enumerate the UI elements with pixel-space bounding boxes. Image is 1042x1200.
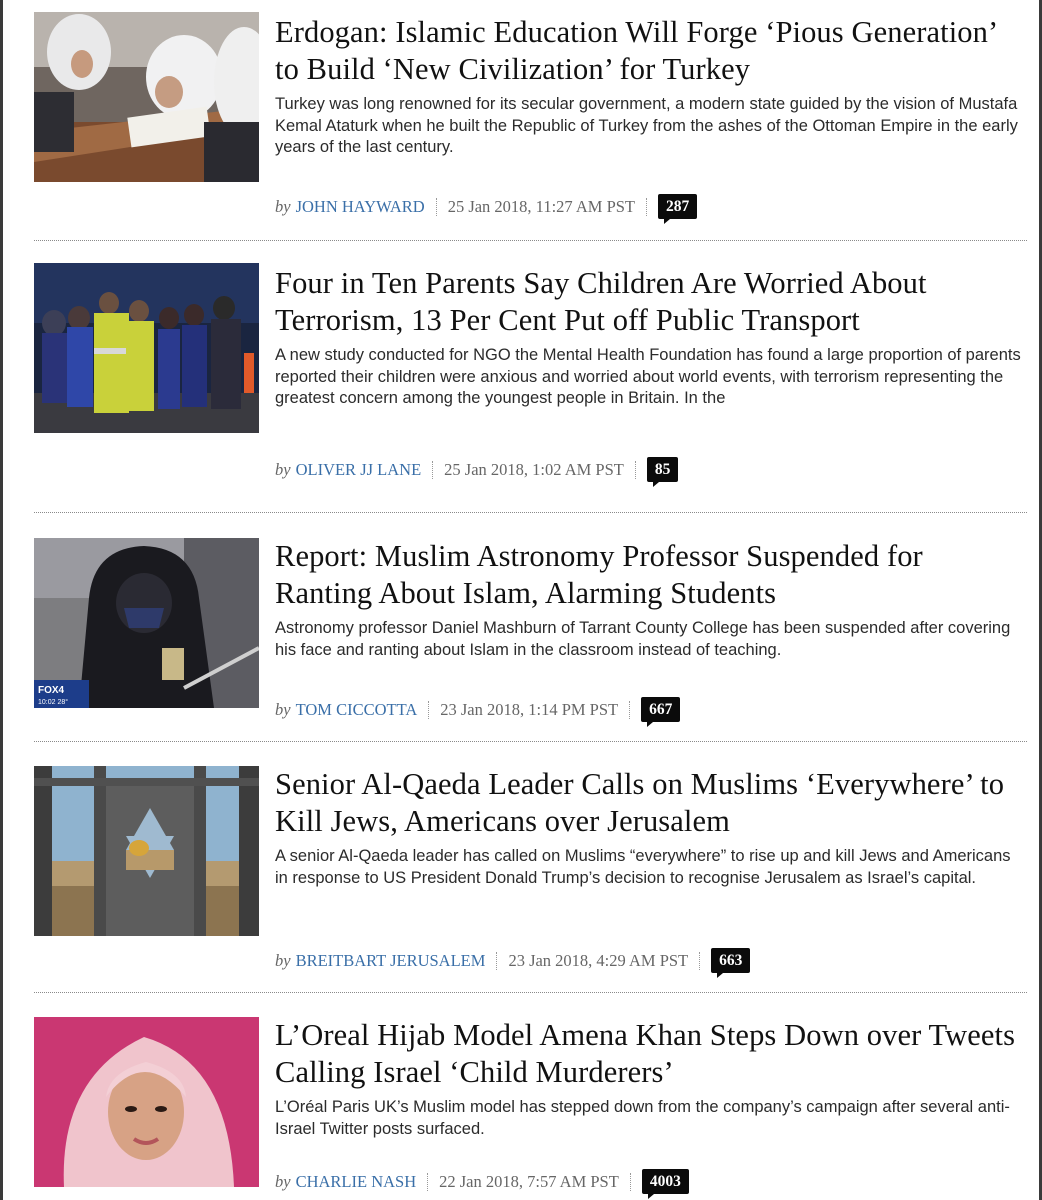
publish-date: 22 Jan 2018, 7:57 AM PST	[439, 1171, 619, 1191]
comment-count-badge[interactable]: 85	[647, 457, 679, 482]
article-byline	[275, 1169, 689, 1194]
by-label: by	[275, 950, 291, 970]
article-summary: L’Oréal Paris UK’s Muslim model has stepped down from the company’s campaign after several anti-Israel Twitter posts surfaced.	[275, 1098, 1010, 1138]
byline-divider	[646, 198, 647, 216]
by-label: by	[275, 699, 291, 719]
article-summary: A senior Al-Qaeda leader has called on Muslims “everywhere” to rise up and kill Jews and Americans in response to US President Donald Trump’s decision to recognise Jerusalem as Israel’s capital.	[275, 847, 1011, 887]
fox4-timestamp: 10:02 28°	[38, 699, 69, 706]
article-item	[34, 513, 1027, 742]
publish-date: 23 Jan 2018, 1:14 PM PST	[440, 699, 619, 719]
article-byline	[275, 457, 678, 482]
by-label: by	[275, 459, 291, 479]
article-thumbnail[interactable]	[34, 263, 259, 433]
article-thumbnail[interactable]	[34, 538, 259, 708]
comment-count-badge[interactable]: 4003	[642, 1169, 689, 1194]
author-link[interactable]: TOM CICCOTTA	[295, 699, 418, 719]
article-content	[275, 265, 1025, 410]
article-summary: Turkey was long renowned for its secular government, a modern state guided by the vision of Mustafa Kemal Ataturk when he built the Republic of Turkey from the ashes of the Ottoman Empire in the early years of the last century.	[275, 95, 1018, 156]
byline-divider	[432, 461, 433, 479]
night-crowd-photo	[34, 263, 259, 433]
article-headline[interactable]: Four in Ten Parents Say Children Are Worried About Terrorism, 13 Per Cent Put off Public Transport	[275, 266, 927, 337]
article-item	[34, 742, 1027, 993]
page-left-border	[0, 0, 3, 1200]
byline-divider	[496, 952, 497, 970]
article-item	[34, 241, 1027, 513]
article-headline[interactable]: Erdogan: Islamic Education Will Forge ‘Pious Generation’ to Build ‘New Civilization’ for Turkey	[275, 15, 996, 86]
article-content	[275, 14, 1025, 159]
comment-count-badge[interactable]: 667	[641, 697, 680, 722]
byline-divider	[428, 701, 429, 719]
by-label: by	[275, 1171, 291, 1191]
hijab-model-photo	[34, 1017, 259, 1187]
publish-date: 23 Jan 2018, 4:29 AM PST	[508, 950, 689, 970]
article-headline[interactable]: Senior Al-Qaeda Leader Calls on Muslims ‘Everywhere’ to Kill Jews, Americans over Jerusalem	[275, 767, 1005, 838]
article-item	[34, 993, 1027, 1200]
article-feed	[34, 0, 1027, 1200]
comment-count-badge[interactable]: 287	[658, 194, 697, 219]
article-thumbnail[interactable]	[34, 766, 259, 936]
byline-divider	[630, 1173, 631, 1191]
author-link[interactable]: BREITBART JERUSALEM	[295, 950, 486, 970]
article-content	[275, 1017, 1025, 1140]
article-summary: Astronomy professor Daniel Mashburn of Tarrant County College has been suspended after covering his face and ranting about Islam in the classroom instead of teaching.	[275, 619, 1011, 659]
byline-divider	[635, 461, 636, 479]
byline-divider	[427, 1173, 428, 1191]
article-summary: A new study conducted for NGO the Mental Health Foundation has found a large proportion of parents reported their children were anxious and worried about world events, with terrorism representing the greatest concern among the youngest people in Britain. In the	[275, 346, 1021, 407]
article-content	[275, 538, 1025, 661]
fox4-logo: FOX4	[38, 685, 65, 696]
classroom-photo	[34, 12, 259, 182]
byline-divider	[699, 952, 700, 970]
article-byline	[275, 697, 680, 722]
article-byline	[275, 194, 697, 219]
article-byline	[275, 948, 750, 973]
hooded-figure-photo	[34, 538, 259, 708]
article-headline[interactable]: Report: Muslim Astronomy Professor Suspended for Ranting About Islam, Alarming Students	[275, 539, 923, 610]
article-headline[interactable]: L’Oreal Hijab Model Amena Khan Steps Down over Tweets Calling Israel ‘Child Murderers’	[275, 1018, 1016, 1089]
publish-date: 25 Jan 2018, 1:02 AM PST	[444, 459, 624, 479]
author-link[interactable]: JOHN HAYWARD	[295, 196, 425, 216]
article-content	[275, 766, 1025, 889]
comment-count-badge[interactable]: 663	[711, 948, 750, 973]
author-link[interactable]: OLIVER JJ LANE	[295, 459, 422, 479]
byline-divider	[629, 701, 630, 719]
publish-date: 25 Jan 2018, 11:27 AM PST	[447, 196, 636, 216]
jerusalem-photo	[34, 766, 259, 936]
article-item	[34, 0, 1027, 241]
by-label: by	[275, 196, 291, 216]
author-link[interactable]: CHARLIE NASH	[295, 1171, 417, 1191]
article-thumbnail[interactable]	[34, 12, 259, 182]
byline-divider	[436, 198, 437, 216]
article-thumbnail[interactable]	[34, 1017, 259, 1187]
